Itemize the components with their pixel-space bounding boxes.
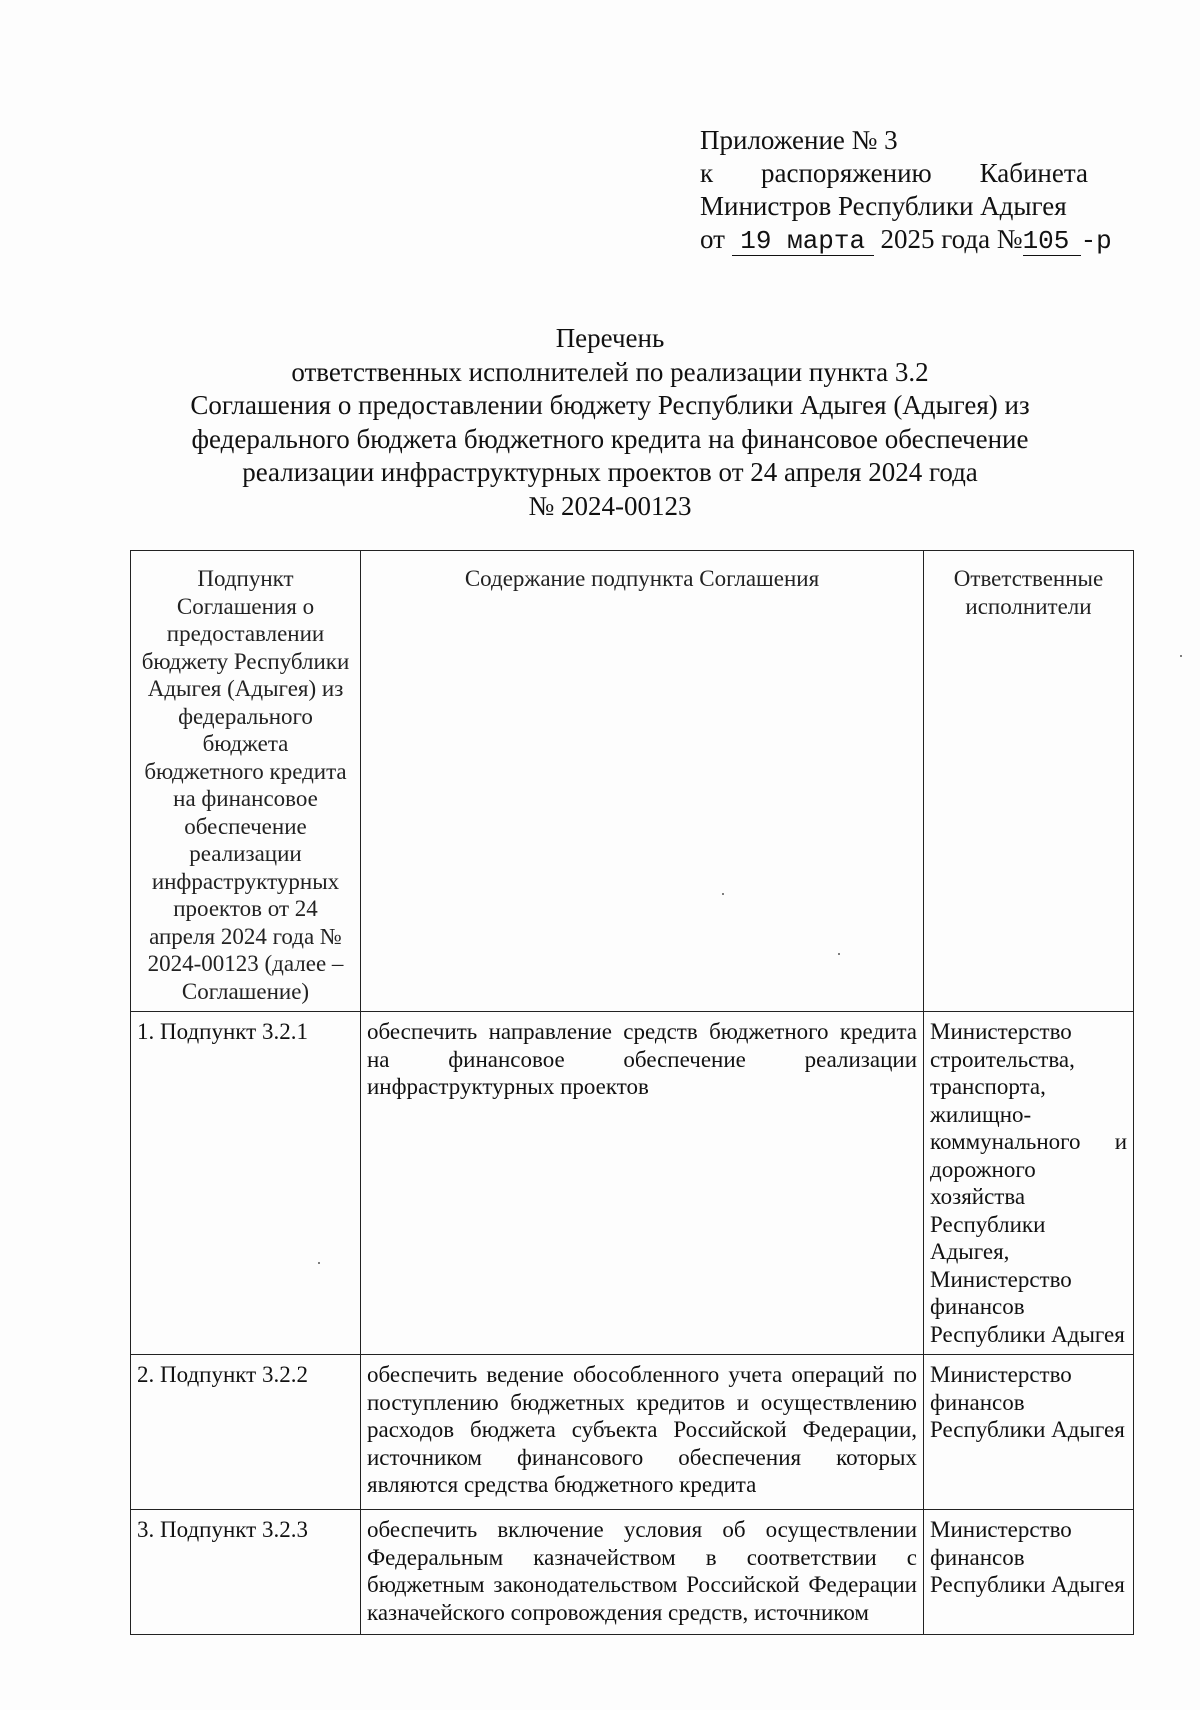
title-line: Соглашения о предоставлении бюджету Республики Адыгея (Адыгея) из <box>190 390 1030 420</box>
title-line: ответственных исполнителей по реализации пункта 3.2 <box>291 356 929 387</box>
title-line: федерального бюджета бюджетного кредита на финансовое обеспечение <box>191 423 1029 454</box>
appendix-word: распоряжению <box>761 158 932 188</box>
scan-speck <box>318 1262 320 1264</box>
table-row <box>131 1012 1134 1355</box>
row-executors: Министерство финансов Республики Адыгея <box>924 1510 1134 1635</box>
scan-speck <box>1180 655 1182 657</box>
appendix-line-3: Министров Республики Адыгея <box>700 191 1067 221</box>
appendix-title: Приложение № 3 <box>700 125 898 155</box>
table-row <box>131 1355 1134 1510</box>
title-line: № 2024-00123 <box>528 490 692 521</box>
row-content: обеспечить направление средств бюджетного кредита на финансовое обеспечение реализации инфраструктурных проектов <box>361 1012 924 1355</box>
row-content: обеспечить ведение обособленного учета операций по поступлению бюджетных кредитов и осуществлению расходов бюджета субъекта Российской Федерации, источником финансового обеспечения которых являются средства бюджетного кредита <box>361 1355 924 1510</box>
appendix-word: Кабинета <box>979 158 1088 188</box>
date-value: 19 марта <box>732 227 874 256</box>
header-subitem: Подпункт Соглашения о предоставлении бюджету Республики Адыгея (Адыгея) из федерального бюджета бюджетного кредита на финансовое обеспечение реализации инфраструктурных проектов от 24 апреля 2024 года № 2024-00123 (далее – Соглашение) <box>131 551 361 1012</box>
row-executors: Министерство строительства, транспорта, жилищно-коммунального и дорожного хозяйства Республики Адыгея, Министерство финансов Республики Адыгея <box>924 1012 1134 1355</box>
appendix-word: к <box>700 158 714 188</box>
scan-speck <box>722 893 724 895</box>
row-item: 2. Подпункт 3.2.2 <box>131 1355 361 1510</box>
executors-table <box>130 550 1133 1635</box>
row-item: 3. Подпункт 3.2.3 <box>131 1510 361 1635</box>
title-line: Перечень <box>555 323 665 353</box>
title-line: реализации инфраструктурных проектов от 24 апреля 2024 года <box>242 457 978 487</box>
appendix-line-2 <box>700 157 1088 190</box>
row-content: обеспечить включение условия об осуществлении Федеральным казначейством в соответствии с бюджетным законодательством Российской Федерации казначейского сопровождения средств, источником <box>361 1510 924 1635</box>
appendix-header <box>700 124 1112 258</box>
appendix-date-line <box>700 223 1112 258</box>
order-number: 105 <box>1023 227 1081 256</box>
table-row <box>131 1510 1134 1635</box>
header-content: Содержание подпункта Соглашения <box>361 551 924 1012</box>
document-title <box>130 322 1090 523</box>
row-item: 1. Подпункт 3.2.1 <box>131 1012 361 1355</box>
order-number-suffix: -р <box>1080 226 1112 256</box>
row-executors: Министерство финансов Республики Адыгея <box>924 1355 1134 1510</box>
header-executors: Ответственные исполнители <box>924 551 1134 1012</box>
scan-speck <box>838 953 840 955</box>
date-prefix: от <box>700 224 725 254</box>
table-header-row <box>131 551 1134 1012</box>
year-text: 2025 года № <box>880 224 1023 254</box>
